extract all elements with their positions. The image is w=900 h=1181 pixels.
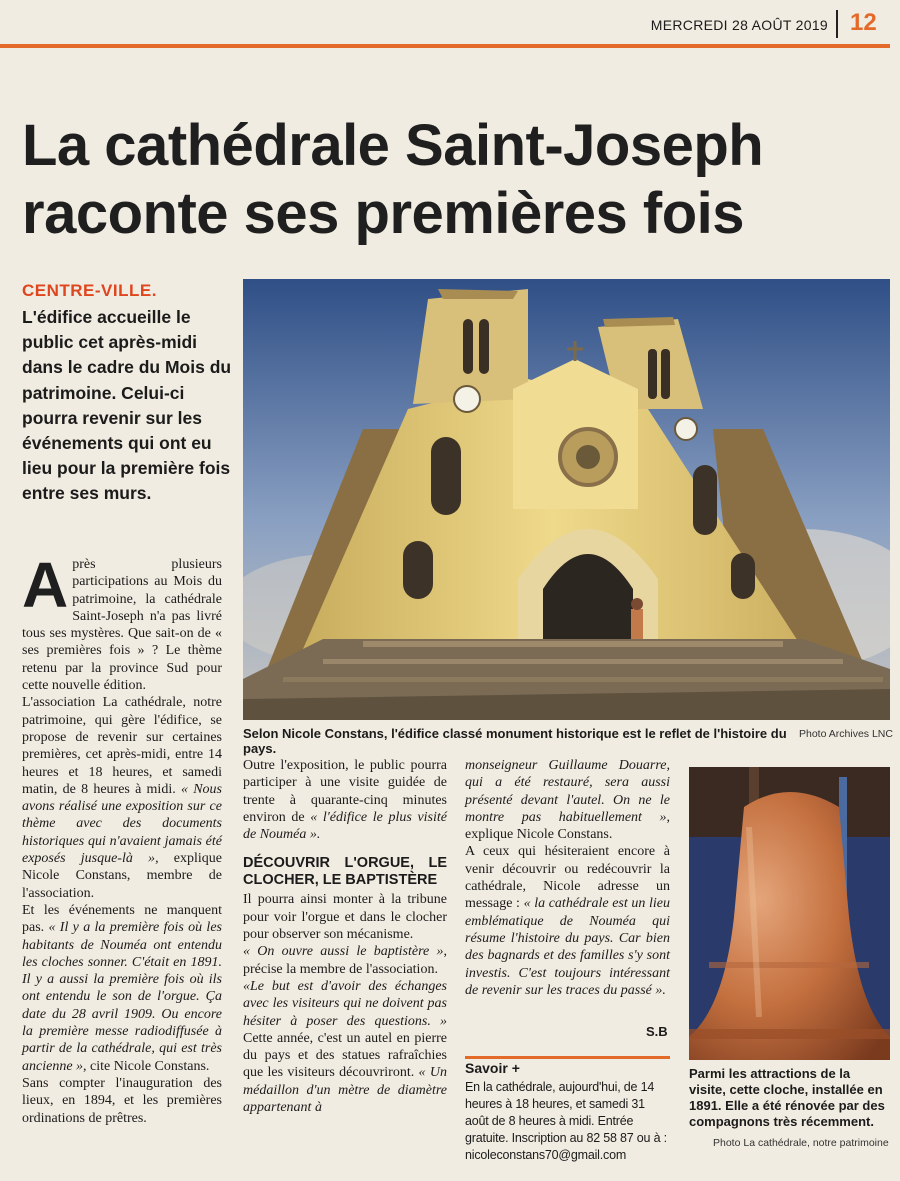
paragraph-8-quote-2: « Un médaillon d'un mètre de diamètre appartenant à — [243, 1065, 447, 1116]
paragraph-9-quote: monseigneur Guillaume Douarre, qui a été restauré, sera aussi présenté devant l'autel. On ne le montre pas habituellement » — [465, 758, 670, 825]
paragraph-5-quote: « l'édifice le plus visité de Nouméa ». — [243, 809, 447, 843]
paragraph-3 — [22, 902, 222, 1075]
paragraph-7-quote: « On ouvre aussi le baptistère » — [243, 944, 444, 960]
savoir-title: Savoir + — [465, 1060, 520, 1076]
article-kicker: CENTRE-VILLE. — [22, 281, 157, 300]
header-separator — [836, 10, 838, 38]
paragraph-8-text: Cette année, c'est un autel en pierre du pays et des statues rafraîchies que les visiteurs découvriront. — [243, 1030, 447, 1081]
bell-caption: Parmi les attractions de la visite, cette cloche, installée en 1891. Elle a été rénovée par des compagnons très récemment. — [689, 1066, 885, 1129]
paragraph-5-text: Outre l'exposition, le public pourra participer à une visite guidée de trente à quarante-cinq minutes environ de — [243, 758, 447, 825]
article-title — [22, 112, 882, 248]
paragraph-2-text-b: , explique Nicole Constans, membre de l'association. — [22, 851, 222, 901]
paragraph-10-quote: « la cathédrale est un lieu emblématique de Nouméa qui résume l'histoire du pays. Car bien des bagnards et des familles s'y sont investis. C'est toujours intéressant de revenir sur les traces du passé ». — [465, 896, 670, 998]
bell-photo — [689, 767, 890, 1060]
drop-cap: A — [22, 549, 69, 621]
paragraph-8-quote: «Le but est d'avoir des échanges avec les visiteurs qui ne doivent pas hésiter à poser des questions. » — [243, 978, 447, 1029]
paragraph-10 — [465, 843, 670, 999]
paragraph-1 — [22, 549, 222, 694]
paragraph-9 — [465, 757, 670, 843]
paragraph-4: Sans compter l'inauguration des lieux, en 1894, et les premières ordinations de prêtres. — [22, 1075, 222, 1126]
main-photo-caption: Selon Nicole Constans, l'édifice classé monument historique est le reflet de l'histoire du pays. — [243, 726, 787, 756]
paragraph-6: Il pourra ainsi monter à la tribune pour voir l'orgue et dans le clocher pour observer son mécanisme. — [243, 892, 447, 943]
main-photo-credit: Photo Archives LNC — [799, 728, 893, 740]
savoir-body: En la cathédrale, aujourd'hui, de 14 heures à 18 heures, et samedi 31 août de 8 heures à midi. Entrée gratuite. Inscription au 82 58 87 ou à : nicoleconstans70@gmail.com — [465, 1080, 667, 1162]
issue-date: MERCREDI 28 AOÛT 2019 — [650, 17, 828, 33]
cathedral-photo — [243, 279, 890, 720]
paragraph-2-quote: « Nous avons réalisé une exposition sur ce thème avec des documents historiques qui n'avaient jamais été exposés jusque-là » — [22, 781, 222, 867]
paragraph-3-text-a: Et les événements ne manquent pas. — [22, 902, 222, 936]
article-lead: L'édifice accueille le public cet après-midi dans le cadre du Mois du patrimoine. Celui-ci pourra revenir sur les événements qui ont eu lieu pour la première fois entre ses murs. — [22, 307, 232, 504]
paragraph-9-text: , explique Nicole Constans. — [465, 809, 670, 843]
column-2 — [243, 757, 447, 1116]
paragraph-3-quote: « Il y a la première fois où les habitants de Nouméa ont entendu les cloches sonner. C'était en 1891. Il y a aussi la première fois où ils ont entendu le son de l'orgue. Ça date du 28 avril 1909. Ou encore la première messe radiodiffusée à partir de la cathédrale, qui est très ancienne » — [22, 920, 222, 1074]
header-rule — [0, 44, 890, 48]
column-3 — [465, 757, 670, 999]
paragraph-2-text-a: L'association La cathédrale, notre patrimoine, qui gère l'édifice, se propose de revenir sur certaines premières, cet après-midi, entre 14 heures et 18 heures, et samedi matin, de 8 heures à midi. — [22, 695, 222, 797]
savoir-rule — [465, 1056, 670, 1059]
paragraph-2 — [22, 694, 222, 902]
page-number: 12 — [850, 9, 877, 36]
bell-photo-credit: Photo La cathédrale, notre patrimoine — [713, 1137, 889, 1149]
paragraph-5 — [243, 757, 447, 843]
paragraph-3-text-b: , cite Nicole Constans. — [83, 1058, 210, 1074]
title-line-2: raconte ses premières fois — [22, 181, 745, 246]
paragraph-10-text: A ceux qui hésiteraient encore à venir découvrir ou redécouvrir la cathédrale, Nicole adresse un message : — [465, 844, 670, 912]
paragraph-1-text: près plusieurs participations au Mois du patrimoine, la cathédrale Saint-Joseph n'a pas livré tous ses mystères. Que sait-on de « ses premières fois » ? Le thème retenu par la province Sud pour cette nouvelle édition. — [22, 557, 222, 694]
paragraph-8 — [243, 978, 447, 1116]
column-1 — [22, 549, 222, 1127]
paragraph-7-text: , précise la membre de l'association. — [243, 944, 447, 977]
paragraph-7 — [243, 943, 447, 978]
author-signature: S.B — [646, 1024, 668, 1039]
section-subhead: DÉCOUVRIR L'ORGUE, LE CLOCHER, LE BAPTISTÈRE — [243, 855, 447, 889]
title-line-1: La cathédrale Saint-Joseph — [22, 113, 764, 178]
